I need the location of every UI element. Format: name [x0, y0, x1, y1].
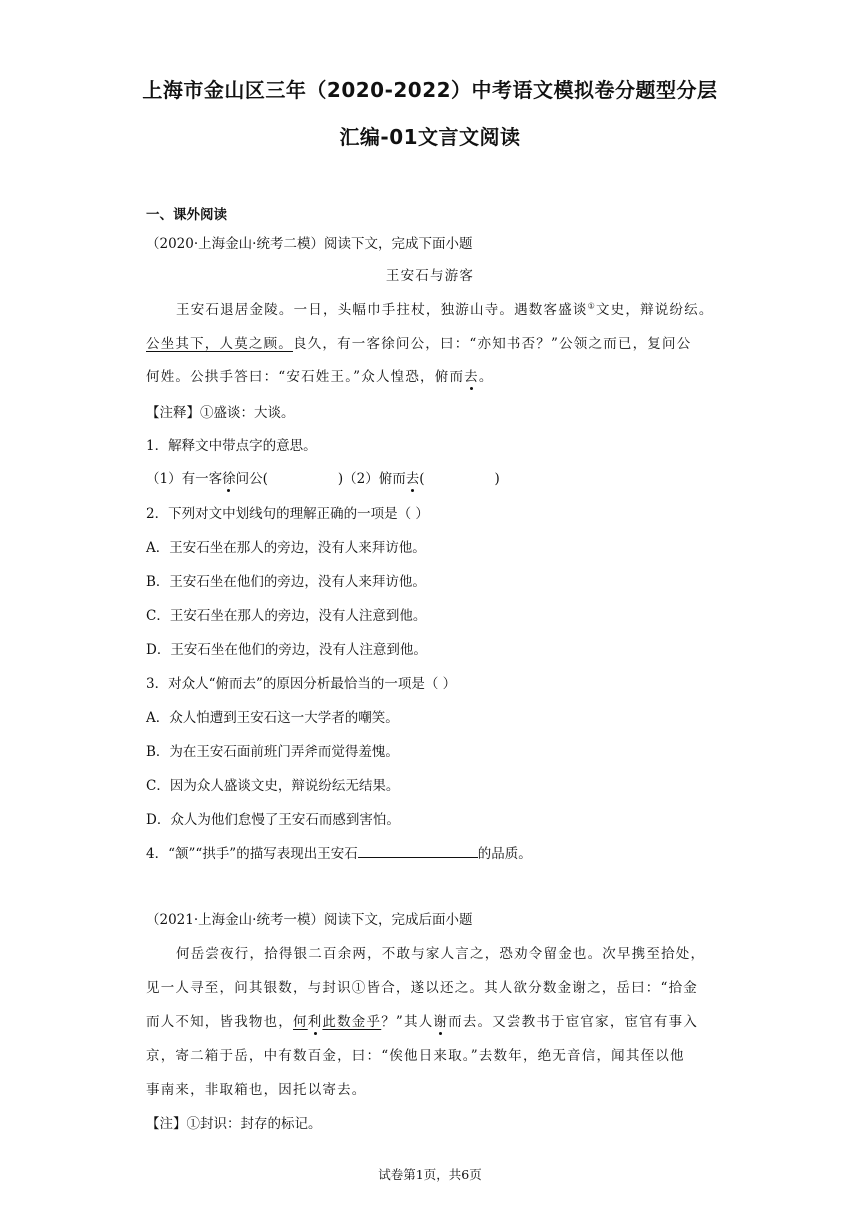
answer-blank[interactable] [358, 845, 478, 858]
underlined-phrase [293, 1014, 381, 1030]
passage2-line1: 何岳尝夜行，拾得银二百余两，不敢与家人言之，恐劝令留金也。次早携至拾处， [176, 946, 706, 962]
question-1-subitems [146, 467, 500, 487]
doc-title-line2: 汇编-01文言文阅读 [339, 125, 521, 149]
question-1: 1．解释文中带点字的意思。 [146, 438, 317, 454]
underlined-sentence: 公坐其下，人莫之顾。 [146, 336, 293, 352]
footnote-marker: ① [587, 301, 596, 311]
q2-option-d: D．王安石坐在他们的旁边，没有人注意到他。 [146, 642, 427, 658]
dotted-char: 利 [308, 1010, 323, 1030]
doc-title-line1: 上海市金山区三年（2020-2022）中考语文模拟卷分题型分层 [142, 78, 718, 102]
q3-option-c: C．因为众人盛谈文史，辩说纷纭无结果。 [146, 778, 400, 794]
p2-ul-1: 何 [293, 1014, 308, 1030]
p2-l3-b: ？”其人 [381, 1014, 434, 1030]
q4-text-b: 的品质。 [477, 846, 532, 862]
p2-l3-c: 而去。又尝教书于宦官家，宦官有事入 [448, 1014, 699, 1030]
q2-option-a: A．王安石坐在那人的旁边，没有人来拜访他。 [146, 540, 426, 556]
passage1-line2-text: 良久，有一客徐问公，曰：“亦知书否？”公领之而已，复问公 [293, 336, 692, 352]
passage2-line3 [146, 1010, 698, 1030]
p2-ul-2: 此数金乎 [322, 1014, 382, 1030]
q4-text-a: 4．“颔”“拱手”的描写表现出王安石 [146, 846, 358, 862]
passage1-line1 [176, 298, 714, 318]
passage1-line3-text: 何姓。公拱手答曰：“安石姓王。”众人惶恐，俯而 [146, 369, 465, 385]
q3-option-b: B．为在王安石面前班门弄斧而觉得羞愧。 [146, 744, 399, 760]
dotted-char: 去 [406, 467, 420, 487]
q1-sub-e: ) [494, 471, 500, 487]
section-heading: 一、课外阅读 [146, 207, 227, 223]
part1-note: 【注释】①盛谈：大谈。 [146, 405, 295, 421]
passage2-line5: 事南来，非取箱也，因托以寄去。 [146, 1082, 367, 1098]
q1-sub-d: ( [419, 471, 425, 487]
p2-l3-a: 而人不知，皆我物也， [146, 1014, 293, 1030]
q3-option-a: A．众人怕遭到王安石这一大学者的嘲笑。 [146, 710, 399, 726]
passage2-line2: 见一人寻至，问其银数，与封识①皆合，遂以还之。其人欲分数金谢之，岳曰：“拾金 [146, 980, 699, 996]
q1-sub-b: 问公( [235, 471, 268, 487]
passage-title: 王安石与游客 [385, 268, 475, 284]
question-4 [146, 842, 532, 862]
q1-sub-c: )（2）俯而 [337, 471, 406, 487]
q1-sub-a: （1）有一客 [146, 471, 223, 487]
passage1-line2 [146, 332, 691, 352]
passage2-line4: 京，寄二箱于岳，中有数百金，曰：“俟他日来取。”去数年，绝无音信，闻其侄以他 [146, 1048, 685, 1064]
question-2: 2．下列对文中划线句的理解正确的一项是（ ） [146, 506, 429, 522]
passage1-line3-end: 。 [478, 369, 494, 385]
dotted-char: 徐 [222, 467, 236, 487]
q2-option-b: B．王安石坐在他们的旁边，没有人来拜访他。 [146, 574, 426, 590]
passage1-line3 [146, 365, 494, 385]
question-3: 3．对众人“俯而去”的原因分析最恰当的一项是（ ） [146, 676, 457, 692]
passage1-line1-text: 王安石退居金陵。一日，头幅巾手拄杖，独游山寺。遇数客盛谈 [176, 302, 588, 318]
page-footer: 试卷第1页，共6页 [378, 1167, 482, 1182]
part2-source: （2021·上海金山·统考一模）阅读下文，完成后面小题 [146, 912, 473, 928]
q3-option-d: D．众人为他们怠慢了王安石而感到害怕。 [146, 812, 400, 828]
q2-option-c: C．王安石坐在那人的旁边，没有人注意到他。 [146, 608, 427, 624]
part1-source: （2020·上海金山·统考二模）阅读下文，完成下面小题 [146, 236, 473, 252]
passage1-line1-text-b: 文史，辩说纷纭。 [595, 302, 714, 318]
part2-note: 【注】①封识：封存的标记。 [146, 1116, 322, 1132]
dotted-char: 谢 [433, 1010, 448, 1030]
dotted-char: 去 [464, 365, 479, 385]
